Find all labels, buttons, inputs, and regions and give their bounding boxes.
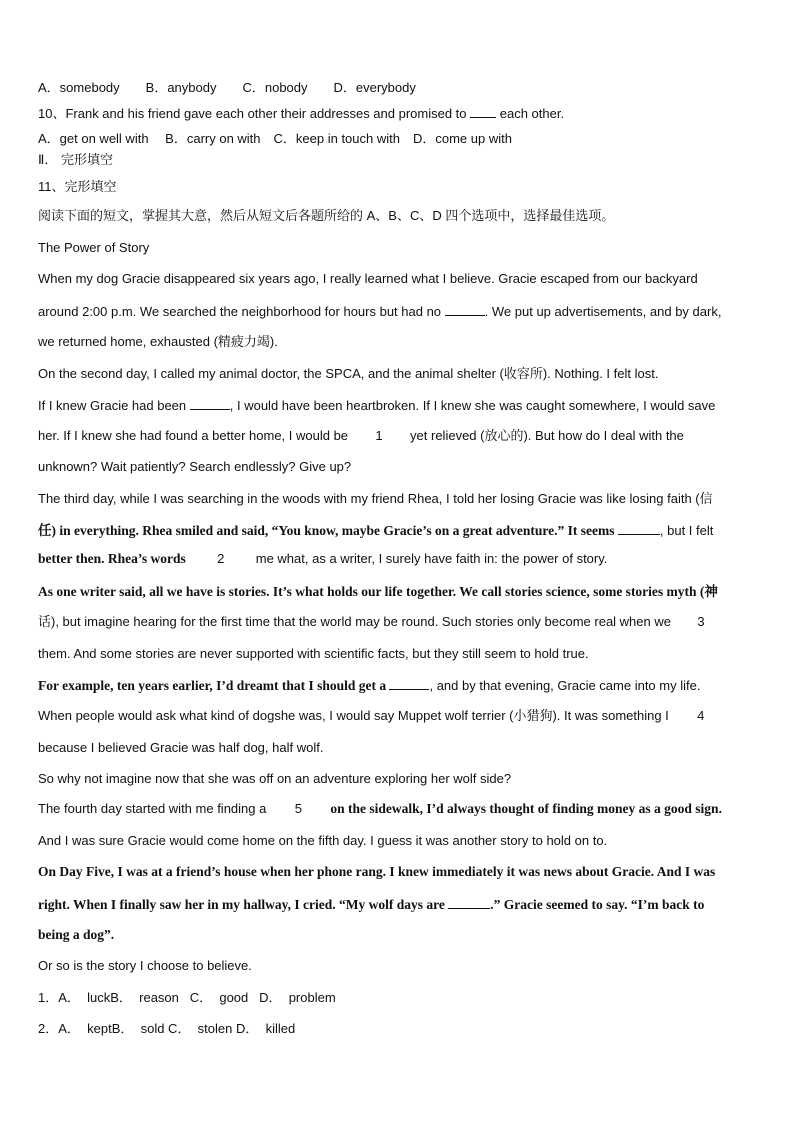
passage-line: being a dog”.: [38, 927, 115, 942]
text-span: For example, ten years earlier, I’d dreamt that I should get a: [38, 678, 390, 693]
passage-line: [38, 801, 722, 817]
text-span: 话), but imagine hearing for the first time that the world may be round. Such stories only become real when we: [38, 614, 671, 629]
passage-line: we returned home, exhausted (精疲力竭).: [38, 334, 278, 349]
text-span: me what, as a writer, I surely have faith in: the power of story.: [255, 551, 608, 566]
text-span: her. If I knew she had found a better home, I would be: [38, 428, 349, 443]
passage-line: And I was sure Gracie would come home on the fifth day. I guess it was another story to hold on to.: [38, 833, 608, 848]
text-span: . We put up advertisements, and by dark,: [484, 304, 722, 319]
passage-line: The third day, while I was searching in the woods with my friend Rhea, I told her losing Gracie was like losing faith (信: [38, 491, 713, 506]
question-11-heading: 11、完形填空: [38, 179, 117, 194]
passage-title: The Power of Story: [38, 240, 150, 255]
blank-number[interactable]: 1: [375, 428, 383, 443]
passage-line: On Day Five, I was at a friend’s house when her phone rang. I knew immediately it was news about Gracie. And I was: [38, 864, 716, 879]
passage-line: On the second day, I called my animal doctor, the SPCA, and the animal shelter (收容所). Nothing. I felt lost.: [38, 366, 659, 381]
blank-number[interactable]: 4: [697, 708, 705, 723]
passage-line: [38, 428, 684, 444]
passage-line: because I believed Gracie was half dog, half wolf.: [38, 740, 324, 755]
passage-line: Or so is the story I choose to believe.: [38, 958, 252, 973]
answer-options-1: 1．A． luckB． reason C． good D． problem: [38, 990, 336, 1005]
text-span: on the sidewalk, I’d always thought of finding money as a good sign.: [330, 801, 722, 816]
text-span: When people would ask what kind of dogshe was, I would say Muppet wolf terrier (小猎狗). It was something I: [38, 708, 669, 723]
text-span: yet relieved (放心的). But how do I deal with the: [410, 428, 684, 443]
passage-line: [38, 303, 721, 320]
answer-blank[interactable]: [470, 105, 496, 118]
passage-line: [38, 551, 607, 567]
text-span: , and by that evening, Gracie came into my life.: [429, 678, 701, 693]
section-heading: Ⅱ． 完形填空: [38, 152, 114, 167]
q9-options: A．somebody B．anybody C．nobody D．everybody: [38, 80, 416, 95]
passage-line: [38, 522, 713, 539]
q10-options: A．get on well with B．carry on with C．keep in touch with D．come up with: [38, 131, 512, 146]
passage-line: [38, 708, 733, 724]
q10-stem: [38, 105, 564, 122]
answer-blank[interactable]: [618, 522, 660, 535]
instructions: 阅读下面的短文，掌握其大意，然后从短文后各题所给的 A、B、C、D 四个选项中，选择最佳选项。: [38, 208, 615, 223]
answer-blank[interactable]: [448, 896, 490, 909]
text-span: around 2:00 p.m. We searched the neighborhood for hours but had no: [38, 304, 445, 319]
text-span: 任) in everything. Rhea smiled and said, “You know, maybe Gracie’s on a great adventure.” It seems: [38, 523, 618, 538]
passage-line: [38, 397, 715, 414]
blank-number[interactable]: 2: [217, 551, 225, 566]
text-span: If I knew Gracie had been: [38, 398, 190, 413]
passage-line: As one writer said, all we have is stories. It’s what holds our life together. We call stories science, some stories myth (神: [38, 584, 718, 599]
text-span: , but I felt: [659, 523, 714, 538]
passage-line: them. And some stories are never supported with scientific facts, but they still seem to hold true.: [38, 646, 589, 661]
blank-number[interactable]: 3: [697, 614, 705, 629]
answer-options-2: 2．A． keptB． sold C． stolen D． killed: [38, 1021, 296, 1036]
passage-line: When my dog Gracie disappeared six years ago, I really learned what I believe. Gracie escaped from our backyard: [38, 271, 698, 286]
answer-blank[interactable]: [445, 303, 485, 316]
text-span: .” Gracie seemed to say. “I’m back to: [490, 897, 705, 912]
text-span: better then. Rhea’s words: [38, 551, 186, 566]
text-span: The fourth day started with me finding a: [38, 801, 267, 816]
blank-number[interactable]: 5: [294, 801, 302, 816]
q10-stem-part-b: each other.: [496, 106, 565, 121]
passage-line: [38, 896, 704, 913]
passage-line: unknown? Wait patiently? Search endlessly? Give up?: [38, 459, 352, 474]
answer-blank[interactable]: [389, 677, 429, 690]
text-span: right. When I finally saw her in my hallway, I cried. “My wolf days are: [38, 897, 449, 912]
passage-line: [38, 614, 731, 630]
passage-line: [38, 677, 700, 694]
passage-line: So why not imagine now that she was off on an adventure exploring her wolf side?: [38, 771, 512, 786]
answer-blank[interactable]: [190, 397, 230, 410]
text-span: , I would have been heartbroken. If I knew she was caught somewhere, I would save: [229, 398, 716, 413]
q10-stem-part-a: 10、Frank and his friend gave each other their addresses and promised to: [38, 106, 471, 121]
